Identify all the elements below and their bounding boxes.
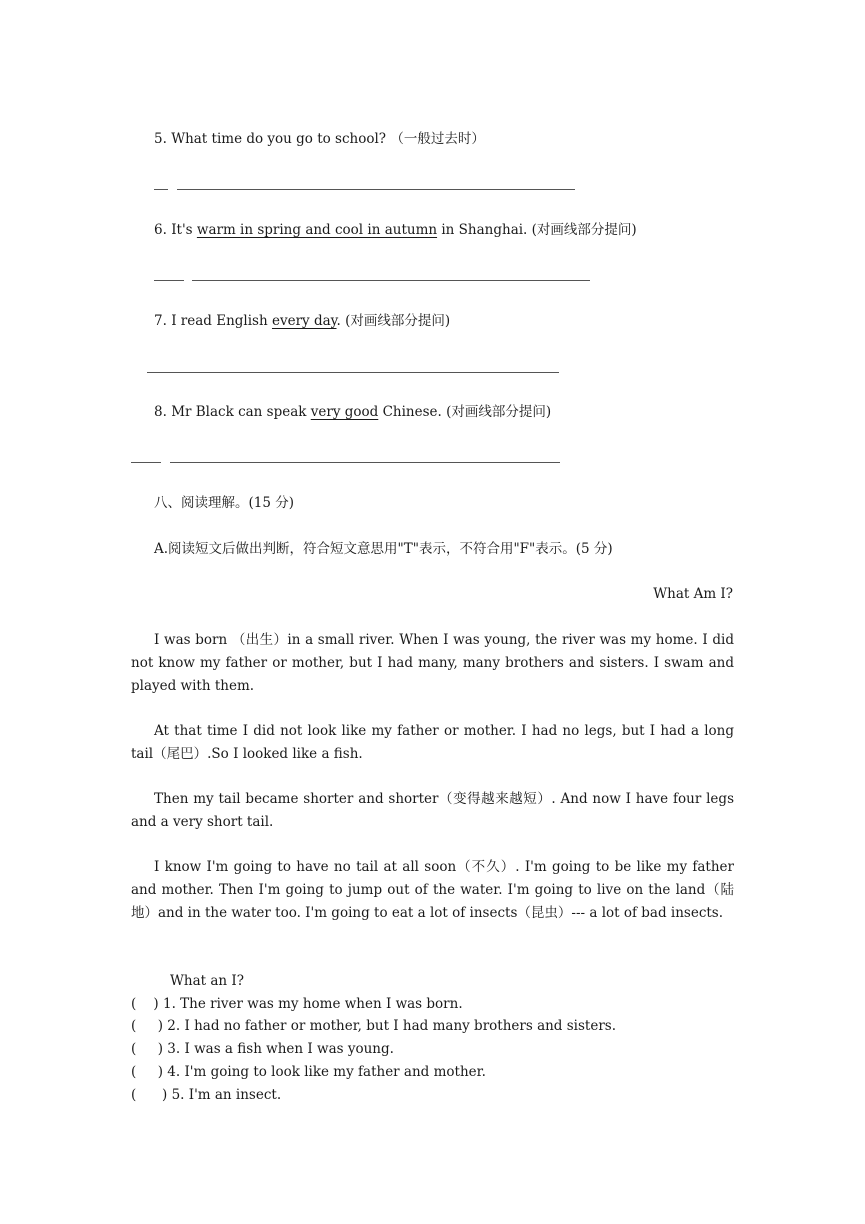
question-text: I read English [171,313,272,329]
passage-paragraph-4: I know I'm going to have no tail at all soon（不久）. I'm going to be like my father and mother. Then I'm going to jump out of the water. I'm going to live on the land（陆地）and in the water too. I'm going to eat a lot of insects（昆虫）--- a lot of bad insects. [131,859,734,921]
question-6 [154,219,637,241]
question-text-after: Chinese. [378,404,442,420]
passage-paragraph-1: I was born （出生）in a small river. When I was young, the river was my home. I did not know my father or mother, but I had many, many brothers and sisters. I swam and played with them. [131,632,734,694]
judgment-item [131,1015,616,1037]
question-8 [154,401,551,423]
passage-title: What Am I? [653,586,733,602]
question-instruction: (对画线部分提问) [531,222,637,238]
judgment-text: 3. I was a fish when I was young. [167,1041,394,1057]
question-text: Mr Black can speak [171,404,311,420]
section-heading: 八、阅读理解。(15 分) [154,495,295,511]
question-number: 7. [154,313,167,329]
closing-question: What an I? [170,973,244,989]
underlined-phrase: warm in spring and cool in autumn [196,222,438,238]
passage-paragraph-2: At that time I did not look like my father or mother. I had no legs, but I had a long tail（尾巴）.So I looked like a fish. [131,723,734,762]
question-5 [154,128,485,150]
question-number: 5. [154,131,167,147]
judgment-item [131,1084,281,1106]
answer-parentheses[interactable]: ( ) [131,1064,163,1080]
question-number: 8. [154,404,167,420]
question-instruction: （一般过去时） [390,131,485,147]
answer-blank-long [177,189,575,190]
answer-blank-long [147,372,559,373]
underlined-phrase: every day [271,313,337,329]
question-instruction: (对画线部分提问) [345,313,451,329]
question-instruction: (对画线部分提问) [446,404,552,420]
judgment-item [131,1038,394,1060]
answer-blank-long [170,462,560,463]
question-7 [154,310,450,332]
answer-parentheses[interactable]: ( ) [131,1018,163,1034]
answer-blank-short [154,189,168,190]
passage-paragraph-3: Then my tail became shorter and shorter（变得越来越短）. And now I have four legs and a very short tail. [131,791,734,830]
question-number: 6. [154,222,167,238]
answer-blank-long [192,280,590,281]
judgment-text: 1. The river was my home when I was born. [163,996,463,1012]
answer-blank-short [131,462,161,463]
answer-parentheses[interactable]: ( ) [131,996,159,1012]
question-text: What time do you go to school? [171,131,387,147]
question-text-after: . [336,313,341,329]
judgment-text: 5. I'm an insect. [171,1087,282,1103]
judgment-text: 4. I'm going to look like my father and mother. [167,1064,486,1080]
judgment-text: 2. I had no father or mother, but I had many brothers and sisters. [167,1018,617,1034]
part-a-instruction: A.阅读短文后做出判断，符合短文意思用"T"表示，不符合用"F"表示。(5 分) [154,541,613,557]
underlined-phrase: very good [310,404,379,420]
judgment-item [131,993,463,1015]
question-text-after: in Shanghai. [437,222,528,238]
judgment-item [131,1061,486,1083]
answer-parentheses[interactable]: ( ) [131,1087,168,1103]
answer-parentheses[interactable]: ( ) [131,1041,163,1057]
question-text: It's [171,222,197,238]
answer-blank-short [154,280,184,281]
